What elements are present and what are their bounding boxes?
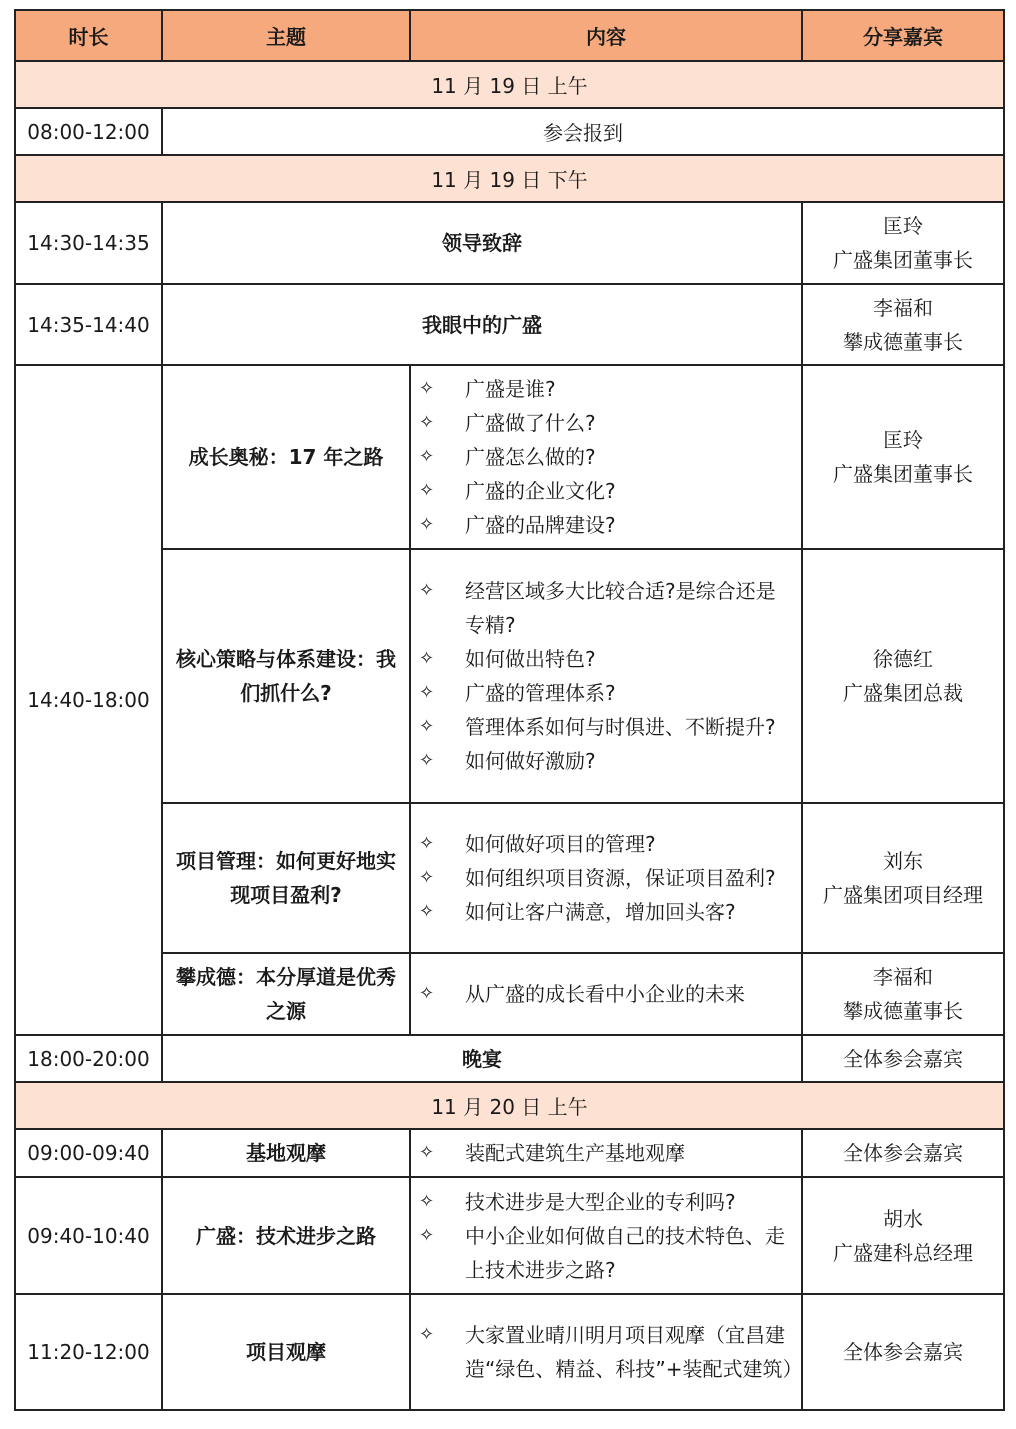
registration-cell: 参会报到: [162, 108, 1004, 155]
star-bullet-icon: ✧: [419, 983, 435, 1004]
topic-cell: 广盛：技术进步之路: [162, 1177, 410, 1294]
list-item: ✧ 如何做出特色?: [417, 642, 795, 676]
star-bullet-icon: ✧: [419, 648, 435, 669]
topic-cell: 核心策略与体系建设：我们抓什么?: [162, 549, 410, 803]
star-bullet-icon: ✧: [419, 1142, 435, 1163]
list-item: ✧ 从广盛的成长看中小企业的未来: [417, 977, 795, 1011]
item-list: [417, 372, 795, 542]
speaker-title: 广盛建科总经理: [833, 1240, 973, 1265]
speaker-cell: [802, 803, 1004, 953]
star-bullet-icon: ✧: [419, 446, 435, 467]
day-row: [15, 1082, 1004, 1129]
speaker-title: 广盛集团项目经理: [823, 883, 983, 907]
table-row: [15, 953, 1004, 1035]
list-item: ✧ 中小企业如何做自己的技术特色、走上技术进步之路?: [417, 1219, 795, 1287]
time-cell: 11:20-12:00: [15, 1294, 162, 1410]
topic-cell: 攀成德：本分厚道是优秀之源: [162, 953, 410, 1035]
speaker-cell: [802, 365, 1004, 549]
content-cell: [410, 549, 802, 803]
star-bullet-icon: ✧: [419, 1324, 435, 1345]
header-speaker: 分享嘉宾: [802, 10, 1004, 61]
star-bullet-icon: ✧: [419, 1224, 435, 1246]
star-bullet-icon: ✧: [419, 580, 435, 601]
speaker-title: 广盛集团总裁: [843, 681, 963, 705]
speaker-cell: [802, 284, 1004, 365]
speaker-cell: 全体参会嘉宾: [802, 1294, 1004, 1410]
item-list: [417, 1185, 795, 1287]
star-bullet-icon: ✧: [419, 833, 435, 854]
speaker-name: 李福和: [873, 965, 933, 989]
topic-cell: 我眼中的广盛: [162, 284, 802, 365]
header-row: [15, 10, 1004, 61]
list-item: ✧ 大家置业晴川明月项目观摩（宜昌建造“绿色、精益、科技”+装配式建筑）: [417, 1318, 795, 1386]
time-cell: 09:40-10:40: [15, 1177, 162, 1294]
star-bullet-icon: ✧: [419, 901, 435, 922]
item-list: [417, 977, 795, 1011]
content-cell: [410, 1129, 802, 1177]
header-topic: 主题: [162, 10, 410, 61]
star-bullet-icon: ✧: [419, 1190, 435, 1212]
table-row: [15, 202, 1004, 284]
table-row: [15, 1129, 1004, 1177]
speaker-name: 徐德红: [873, 647, 933, 671]
topic-cell: 项目观摩: [162, 1294, 410, 1410]
day-label: 11 月 19 日 下午: [15, 155, 1004, 202]
table-row: [15, 365, 1004, 549]
item-list: [417, 827, 795, 929]
star-bullet-icon: ✧: [419, 480, 435, 501]
speaker-name: 刘东: [883, 849, 923, 873]
topic-cell: 领导致辞: [162, 202, 802, 284]
star-bullet-icon: ✧: [419, 682, 435, 703]
item-list: [417, 574, 795, 778]
list-item: ✧ 广盛做了什么?: [417, 406, 795, 440]
table-row: [15, 284, 1004, 365]
list-item: ✧ 装配式建筑生产基地观摩: [417, 1136, 795, 1170]
list-item: ✧ 管理体系如何与时俱进、不断提升?: [417, 710, 795, 744]
topic-cell: 成长奥秘：17 年之路: [162, 365, 410, 549]
list-item: ✧ 如何组织项目资源，保证项目盈利?: [417, 861, 795, 895]
speaker-name: 匡玲: [883, 428, 923, 452]
table-row: [15, 1294, 1004, 1410]
list-item: ✧ 广盛的品牌建设?: [417, 508, 795, 542]
speaker-cell: [802, 202, 1004, 284]
table-row: [15, 549, 1004, 803]
content-cell: [410, 365, 802, 549]
star-bullet-icon: ✧: [419, 716, 435, 737]
table-row: [15, 803, 1004, 953]
list-item: ✧ 经营区域多大比较合适?是综合还是专精?: [417, 574, 795, 642]
speaker-name: 胡水: [883, 1206, 923, 1231]
speaker-title: 攀成德董事长: [843, 999, 963, 1023]
day-row: [15, 61, 1004, 108]
speaker-name: 匡玲: [883, 214, 923, 238]
item-list: [417, 1318, 803, 1386]
speaker-cell: 全体参会嘉宾: [802, 1035, 1004, 1082]
table-row: [15, 1035, 1004, 1082]
star-bullet-icon: ✧: [419, 514, 435, 535]
topic-cell: 项目管理：如何更好地实现项目盈利?: [162, 803, 410, 953]
list-item: ✧ 如何让客户满意，增加回头客?: [417, 895, 795, 929]
list-item: ✧ 广盛怎么做的?: [417, 440, 795, 474]
item-list: [417, 1136, 795, 1170]
list-item: ✧ 广盛是谁?: [417, 372, 795, 406]
content-cell: [410, 953, 802, 1035]
time-cell: 14:30-14:35: [15, 202, 162, 284]
speaker-cell: [802, 549, 1004, 803]
time-cell: 14:40-18:00: [15, 365, 162, 1035]
list-item: ✧ 广盛的管理体系?: [417, 676, 795, 710]
star-bullet-icon: ✧: [419, 378, 435, 399]
time-cell: 14:35-14:40: [15, 284, 162, 365]
speaker-title: 广盛集团董事长: [833, 248, 973, 272]
speaker-cell: [802, 953, 1004, 1035]
topic-cell: 基地观摩: [162, 1129, 410, 1177]
day-label: 11 月 19 日 上午: [15, 61, 1004, 108]
content-cell: [410, 1294, 802, 1410]
day-label: 11 月 20 日 上午: [15, 1082, 1004, 1129]
speaker-title: 攀成德董事长: [843, 329, 963, 354]
agenda-table: [14, 9, 1005, 1411]
time-cell: 08:00-12:00: [15, 108, 162, 155]
speaker-cell: 全体参会嘉宾: [802, 1129, 1004, 1177]
list-item: ✧ 如何做好激励?: [417, 744, 795, 778]
table-row: [15, 108, 1004, 155]
star-bullet-icon: ✧: [419, 750, 435, 771]
list-item: ✧ 技术进步是大型企业的专利吗?: [417, 1185, 795, 1219]
list-item: ✧ 如何做好项目的管理?: [417, 827, 795, 861]
header-content: 内容: [410, 10, 802, 61]
header-time: 时长: [15, 10, 162, 61]
time-cell: 18:00-20:00: [15, 1035, 162, 1082]
table-row: [15, 1177, 1004, 1294]
star-bullet-icon: ✧: [419, 412, 435, 433]
content-cell: [410, 803, 802, 953]
time-cell: 09:00-09:40: [15, 1129, 162, 1177]
day-row: [15, 155, 1004, 202]
topic-cell: 晚宴: [162, 1035, 802, 1082]
speaker-name: 李福和: [873, 295, 933, 320]
speaker-cell: [802, 1177, 1004, 1294]
content-cell: [410, 1177, 802, 1294]
star-bullet-icon: ✧: [419, 867, 435, 888]
speaker-title: 广盛集团董事长: [833, 462, 973, 486]
list-item: ✧ 广盛的企业文化?: [417, 474, 795, 508]
